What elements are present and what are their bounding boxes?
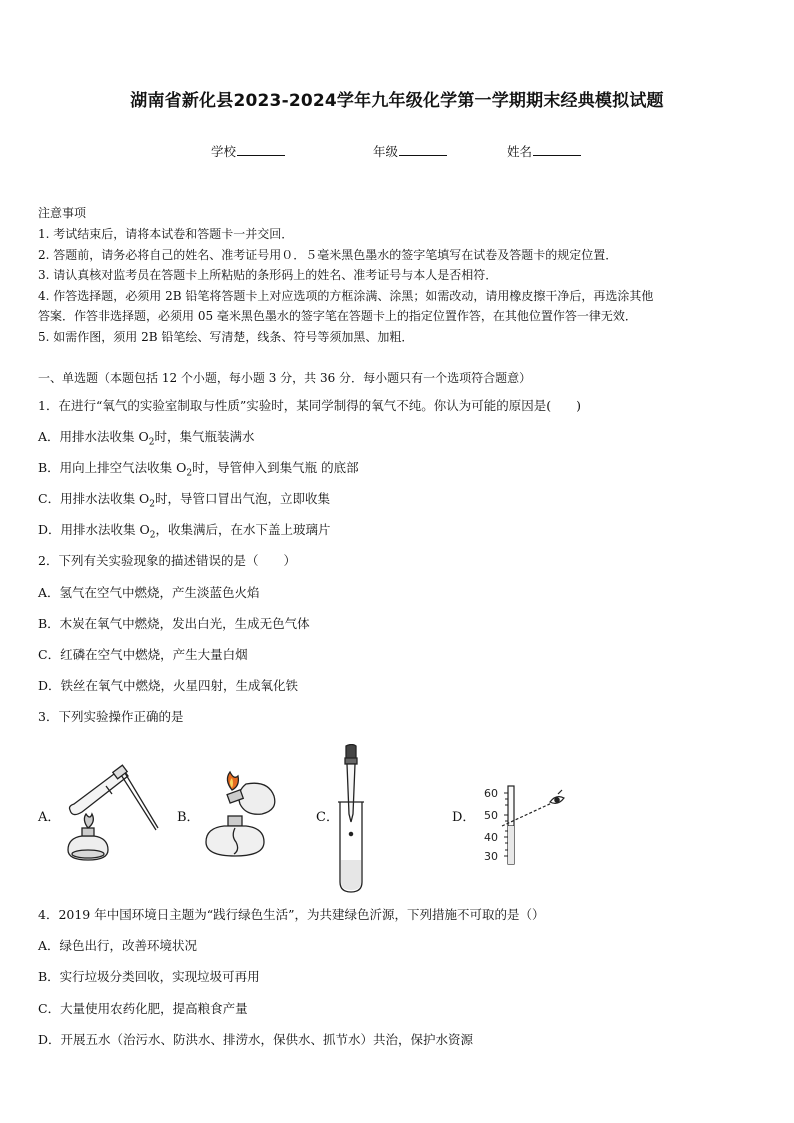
q2-stem: 2．下列有关实验现象的描述错误的是（ ）	[38, 553, 296, 568]
school-blank[interactable]	[237, 143, 285, 156]
name-field[interactable]	[507, 142, 581, 160]
q4-option-c[interactable]: C．大量使用农药化肥，提高粮食产量	[38, 1001, 248, 1016]
q4-option-b[interactable]: B．实行垃圾分类回收，实现垃圾可再用	[38, 969, 260, 984]
q2-option-b[interactable]: B．木炭在氧气中燃烧，发出白光，生成无色气体	[38, 616, 310, 631]
q1-stem: 1．在进行“氧气的实验室制取与性质”实验时，某同学制得的氧气不纯。你认为可能的原因是( )	[38, 398, 581, 413]
option-text: 时，集气瓶装满水	[154, 429, 255, 444]
section-heading: 一、单选题（本题包括 12 个小题，每小题 3 分，共 36 分．每小题只有一个选项符合题意）	[38, 371, 532, 385]
option-text: 时，导管口冒出气泡，立即收集	[155, 491, 331, 506]
q1-option-d[interactable]	[38, 520, 331, 541]
graduated-cylinder-figure	[478, 780, 574, 868]
grade-label: 年级	[373, 144, 399, 159]
subscript: 2	[186, 468, 193, 479]
notice-item: 1. 考试结束后，请将本试卷和答题卡一并交回．	[38, 227, 294, 241]
q3-option-d-label[interactable]: D．	[452, 810, 476, 825]
subscript: 2	[149, 530, 156, 541]
q2-option-c[interactable]: C．红磷在空气中燃烧，产生大量白烟	[38, 647, 248, 662]
option-text: D．用排水法收集 O	[38, 522, 150, 537]
subscript: 2	[148, 437, 155, 448]
school-field[interactable]	[211, 142, 285, 160]
cylinder-tick-label: 40	[484, 831, 498, 844]
notice-item: 5. 如需作图，须用 2B 铅笔绘、写清楚，线条、符号等须加黑、加粗．	[38, 329, 414, 344]
name-blank[interactable]	[533, 143, 581, 156]
option-text: ，收集满后，在水下盖上玻璃片	[155, 522, 331, 537]
option-text: A．用排水法收集 O	[38, 429, 149, 444]
option-text: C．用排水法收集 O	[38, 491, 150, 506]
cylinder-tick-label: 30	[484, 850, 498, 863]
q4-option-a[interactable]: A．绿色出行，改善环境状况	[38, 938, 198, 953]
option-text: B．用向上排空气法收集 O	[38, 460, 187, 475]
notice-item: 4. 作答选择题，必须用 2B 铅笔将答题卡上对应选项的方框涂满、涂黑；如需改动，请用橡皮擦干净后，再选涂其他	[38, 288, 654, 303]
grade-blank[interactable]	[399, 143, 447, 156]
dropper-test-tube-figure	[330, 744, 370, 894]
q4-option-d[interactable]: D．开展五水（治污水、防洪水、排涝水，保供水、抓节水）共治，保护水资源	[38, 1032, 474, 1047]
school-label: 学校	[211, 144, 237, 159]
lamp-lighting-figure	[198, 770, 284, 862]
q4-stem: 4．2019 年中国环境日主题为“践行绿色生活”，为共建绿色沂源，下列措施不可取的是（）	[38, 907, 545, 922]
q3-stem: 3．下列实验操作正确的是	[38, 709, 184, 724]
notice-heading: 注意事项	[38, 206, 87, 220]
q3-option-b-label[interactable]: B．	[177, 810, 200, 825]
notice-item: 3. 请认真核对监考员在答题卡上所粘贴的条形码上的姓名、准考证号与本人是否相符．	[38, 268, 498, 283]
cylinder-tick-label: 50	[484, 809, 498, 822]
notice-item: 2. 答题前，请务必将自己的姓名、准考证号用０．５毫米黑色墨水的签字笔填写在试卷及答题卡的规定位置．	[38, 247, 618, 262]
option-text: 时，导管伸入到集气瓶 的底部	[192, 460, 359, 475]
q1-option-a[interactable]	[38, 427, 255, 448]
page-title: 湖南省新化县2023-2024学年九年级化学第一学期期末经典模拟试题	[130, 91, 664, 111]
name-label: 姓名	[507, 144, 533, 159]
notice-item: 答案．作答非选择题，必须用 05 毫米黑色墨水的签字笔在答题卡上的指定位置作答，在其他位置作答一律无效．	[38, 309, 637, 324]
grade-field[interactable]	[373, 142, 447, 160]
subscript: 2	[149, 499, 156, 510]
q2-option-a[interactable]: A．氢气在空气中燃烧，产生淡蓝色火焰	[38, 585, 260, 600]
q1-option-c[interactable]	[38, 489, 330, 510]
q3-option-a-label[interactable]: A．	[38, 810, 61, 825]
q1-option-b[interactable]	[38, 458, 359, 479]
q3-option-c-label[interactable]: C．	[316, 810, 339, 825]
notice-list	[38, 224, 758, 348]
heating-test-tube-figure	[60, 758, 166, 868]
q2-option-d[interactable]: D．铁丝在氧气中燃烧，火星四射，生成氧化铁	[38, 678, 299, 693]
cylinder-tick-label: 60	[484, 787, 498, 800]
